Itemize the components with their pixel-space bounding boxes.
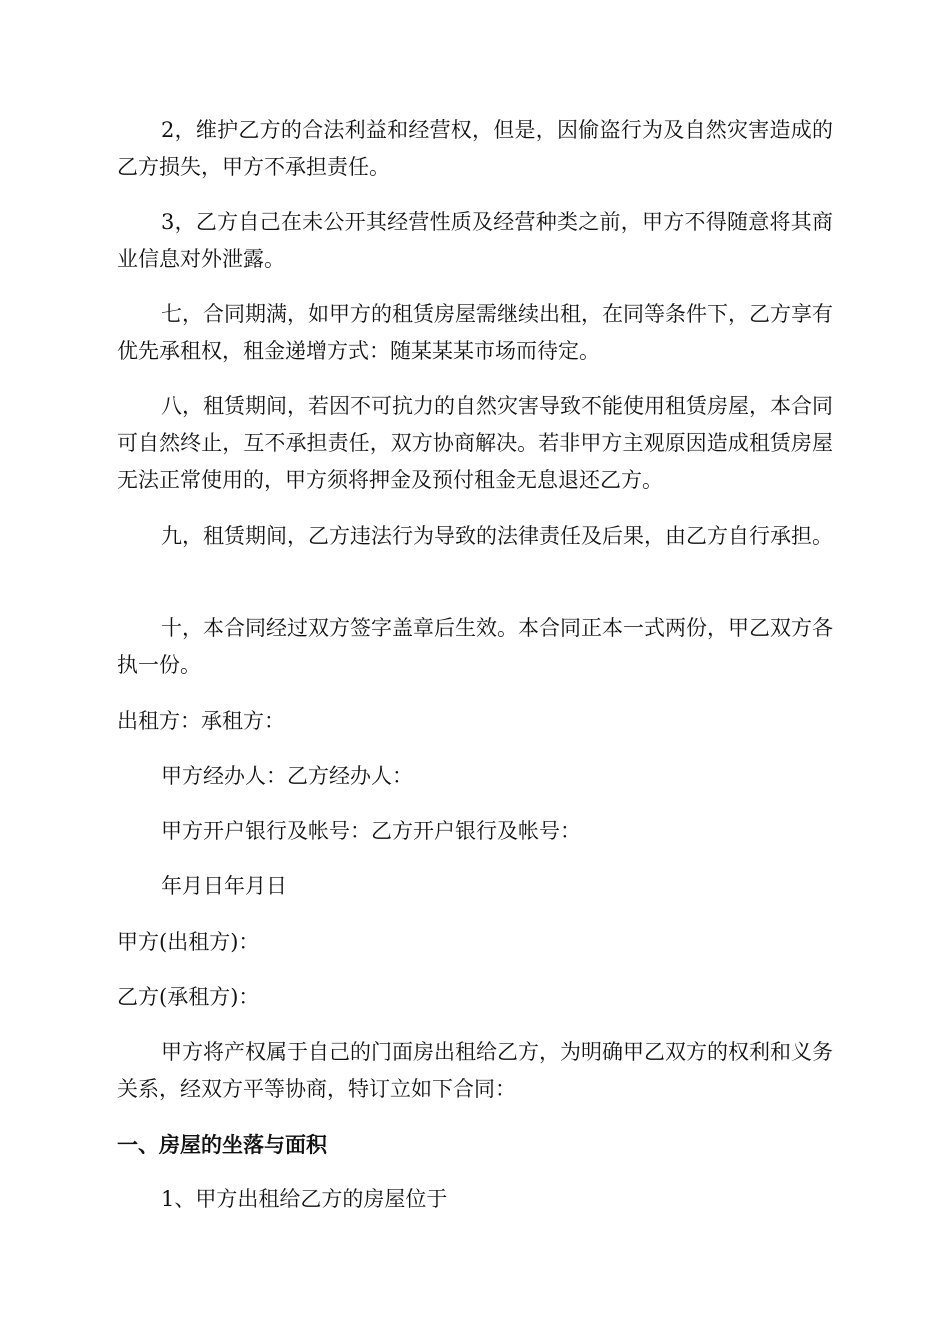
date-line: 年月日年月日 bbox=[161, 874, 287, 898]
section-heading-location-area: 一、房屋的坐落与面积 bbox=[117, 1132, 327, 1157]
clause-2-paragraph: 2，维护乙方的合法利益和经营权，但是，因偷盗行为及自然灾害造成的乙方损失，甲方不承担责任。 bbox=[117, 118, 833, 179]
party-b-line: 乙方(承租方)： bbox=[117, 985, 260, 1009]
preamble-paragraph: 甲方将产权属于自己的门面房出租给乙方，为明确甲乙双方的权利和义务关系，经双方平等协商，特订立如下合同： bbox=[117, 1040, 833, 1101]
clause-seven-paragraph: 七，合同期满，如甲方的租赁房屋需继续出租，在同等条件下，乙方享有优先承租权，租金递增方式：随某某某市场而待定。 bbox=[117, 302, 833, 363]
party-a-line: 甲方(出租方)： bbox=[117, 930, 260, 954]
clause-ten-paragraph: 十，本合同经过双方签字盖章后生效。本合同正本一式两份，甲乙双方各执一份。 bbox=[117, 616, 833, 677]
item-1-paragraph: 1、甲方出租给乙方的房屋位于 bbox=[161, 1187, 448, 1211]
agent-line: 甲方经办人：乙方经办人： bbox=[161, 764, 413, 788]
bank-account-line: 甲方开户银行及帐号：乙方开户银行及帐号： bbox=[161, 819, 581, 843]
clause-3-paragraph: 3，乙方自己在未公开其经营性质及经营种类之前，甲方不得随意将其商业信息对外泄露。 bbox=[117, 210, 833, 271]
lessor-lessee-line: 出租方：承租方： bbox=[117, 709, 285, 733]
clause-nine-paragraph: 九，租赁期间，乙方违法行为导致的法律责任及后果，由乙方自行承担。 bbox=[161, 524, 833, 548]
clause-eight-paragraph: 八，租赁期间，若因不可抗力的自然灾害导致不能使用租赁房屋，本合同可自然终止，互不承担责任，双方协商解决。若非甲方主观原因造成租赁房屋无法正常使用的，甲方须将押金及预付租金无息退还乙方。 bbox=[117, 394, 833, 492]
